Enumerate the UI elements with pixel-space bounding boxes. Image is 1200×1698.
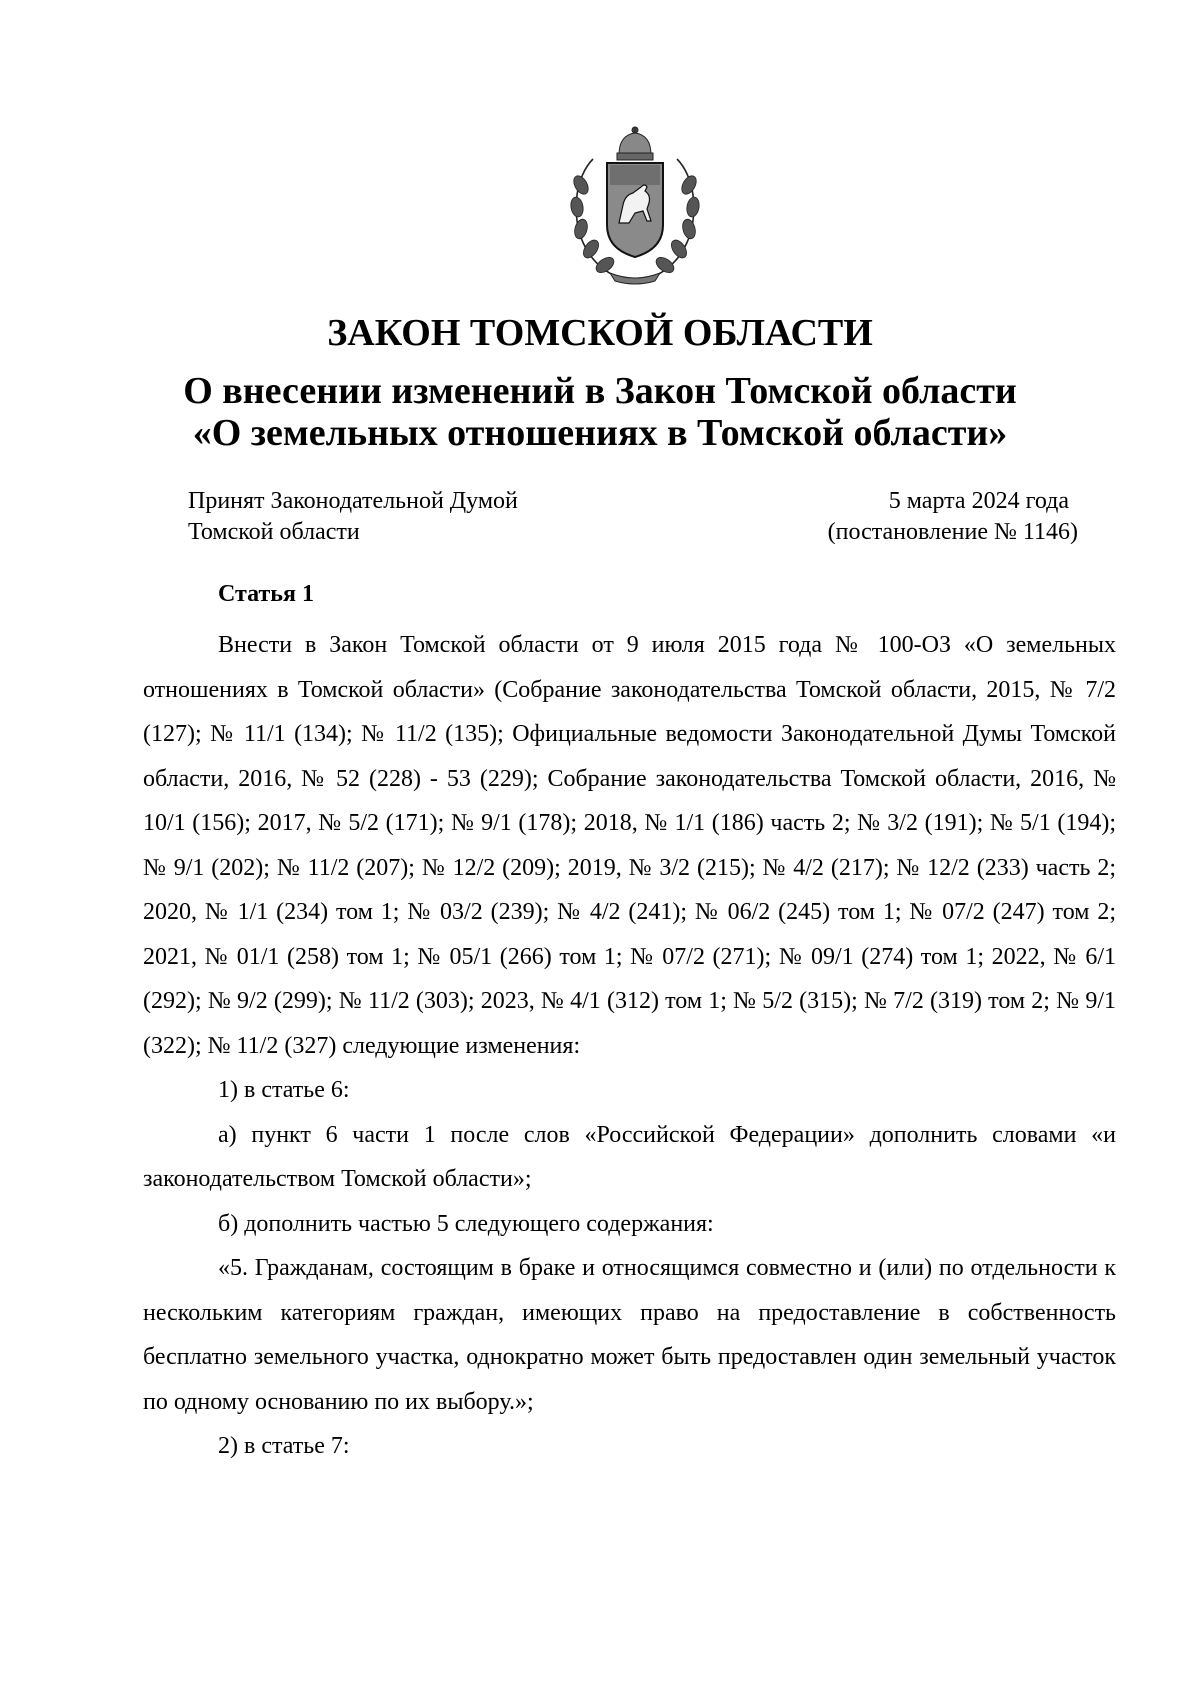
intro-paragraph: Внести в Закон Томской области от 9 июля 2015 года № 100-ОЗ «О земельных отношениях в Томской области» (Собрание законодательства Томской области, 2015, № 7/2 (127); № 11/1 (134); № 11/2 (135); Официальные ведомости Законодательной Думы Томской области, 2016, № 52 (228) - 53 (229); Собрание законодательства Томской области, 2016, № 10/1 (156); 2017, № 5/2 (171); № 9/1 (178); 2018, № 1/1 (186) часть 2; № 3/2 (191); № 5/1 (194); № 9/1 (202); № 11/2 (207); № 12/2 (209); 2019, № 3/2 (215); № 4/2 (217); № 12/2 (233) часть 2; 2020, № 1/1 (234) том 1; № 03/2 (239); № 4/2 (241); № 06/2 (245) том 1; № 07/2 (247) том 2; 2021, № 01/1 (258) том 1; № 05/1 (266) том 1; № 07/2 (271); № 09/1 (274) том 1; 2022, № 6/1 (292); № 9/2 (299); № 11/2 (303); 2023, № 4/1 (312) том 1; № 5/2 (315); № 7/2 (319) том 2; № 9/1 (322); № 11/2 (327) следующие изменения: (143, 632, 1116, 1059)
document-body (143, 579, 1116, 1469)
list-item-1b: б) дополнить частью 5 следующего содержания: (218, 1210, 714, 1237)
adoption-info (188, 486, 518, 548)
list-item-2: 2) в статье 7: (218, 1433, 350, 1459)
date-block (828, 486, 1078, 548)
coat-of-arms-icon (555, 125, 715, 285)
document-title: ЗАКОН ТОМСКОЙ ОБЛАСТИ (327, 312, 873, 354)
article-heading: Статья 1 (218, 581, 314, 607)
adoption-line-2: Томской области (188, 519, 360, 545)
list-item-1: 1) в статье 6: (218, 1077, 350, 1103)
adoption-date: 5 марта 2024 года (888, 488, 1069, 514)
adoption-line-1: Принят Законодательной Думой (188, 488, 518, 514)
document-subtitle-line-1: О внесении изменений в Закон Томской области (183, 370, 1017, 412)
document-subtitle-line-2: «О земельных отношениях в Томской области» (192, 412, 1008, 454)
list-item-1b-text: «5. Гражданам, состоящим в браке и относящимся совместно и (или) по отдельности к нескольким категориям граждан, имеющих право на предоставление в собственность бесплатно земельного участка, однократно может быть предоставлен один земельный участок по одному основанию по их выбору.»; (143, 1255, 1116, 1415)
list-item-1a: а) пункт 6 части 1 после слов «Российской Федерации» дополнить словами «и законодательством Томской области»; (143, 1121, 1116, 1192)
resolution-number: (постановление № 1146) (827, 519, 1078, 545)
